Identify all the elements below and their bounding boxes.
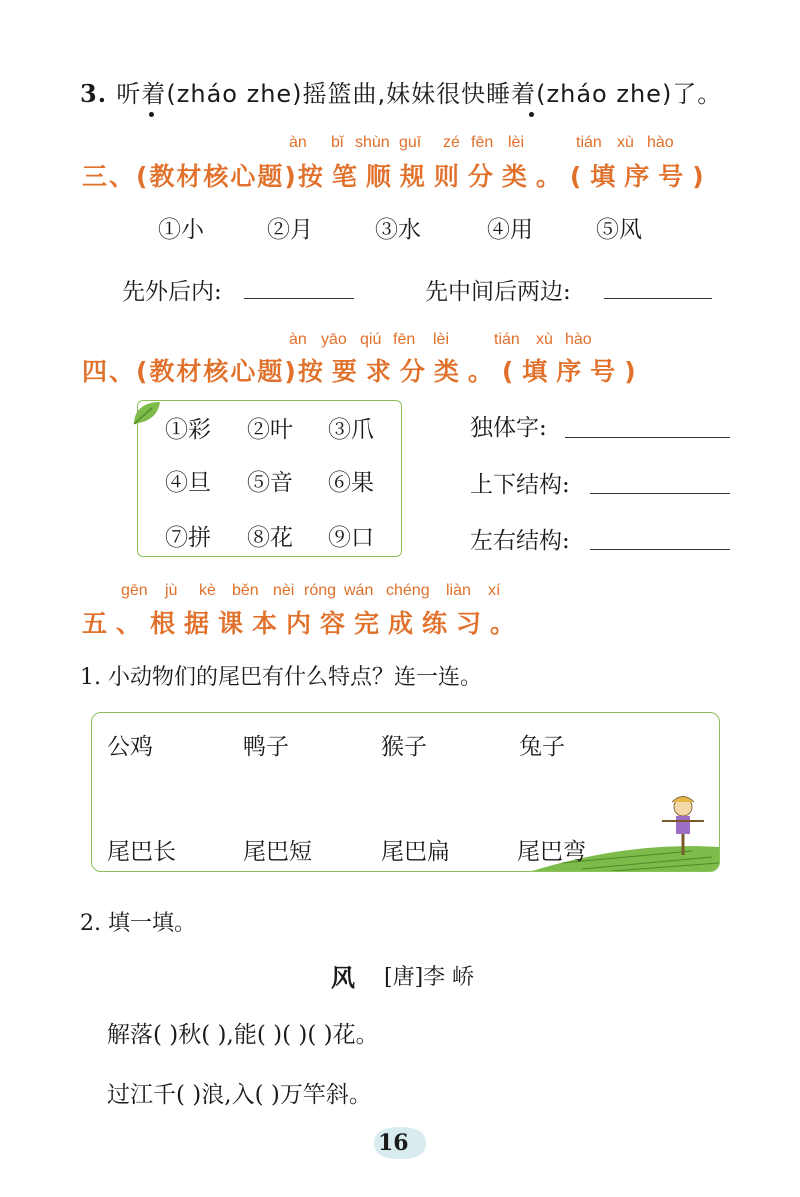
pinyin-syllable: hào [565,331,592,348]
pinyin-syllable: tián [576,134,602,151]
answer-blank[interactable] [244,298,354,299]
stroke-order-item: ①小 [158,217,204,243]
pinyin-syllable: qiú [360,331,382,348]
section-4-title-text: 按要求分类。(填序号) [297,357,645,386]
pinyin-syllable: fēn [471,134,494,151]
pinyin-syllable: wán [344,582,374,599]
structure-label: 左右结构: [470,528,570,554]
pinyin-syllable: àn [289,134,307,151]
emphasis-dot [529,112,534,117]
question-1: 1. 小动物们的尾巴有什么特点？连一连。 [80,665,482,690]
answer-blank[interactable] [590,549,730,550]
pinyin-syllable: lèi [508,134,525,151]
poem-line-2: 过江千( )浪,入( )万竿斜。 [107,1082,372,1108]
leaf-icon [128,398,164,428]
character-item: ④旦 [165,470,211,496]
pinyin-syllable: nèi [273,582,295,599]
poem-author: [唐]李 峤 [384,965,475,990]
answer-blank[interactable] [565,437,730,438]
pinyin-syllable: xù [536,331,553,348]
section-4-prefix: 四、(教材核心题) [82,357,298,386]
pinyin-syllable: chéng [386,582,430,599]
character-item: ⑤音 [247,470,293,496]
pinyin-syllable: lèi [433,331,450,348]
tail-feature: 尾巴短 [243,839,312,865]
character-item: ①彩 [165,417,211,443]
section-3-title [82,157,713,193]
question-2: 2. 填一填。 [80,911,196,936]
pinyin-syllable: bǐ [331,134,344,151]
tail-feature: 尾巴长 [107,839,176,865]
section-3-prefix: 三、(教材核心题) [82,162,298,191]
label-outer-inner: 先外后内: [122,279,222,305]
pinyin-syllable: zé [443,134,460,151]
poem-line-1: 解落( )秋( ),能( )( )( )花。 [107,1022,379,1048]
emphasis-dot [149,112,154,117]
label-middle-sides: 先中间后两边: [425,279,571,305]
animal-name: 鸭子 [243,734,289,760]
pinyin-syllable: guī [399,134,422,151]
answer-blank[interactable] [590,493,730,494]
pinyin-syllable: yāo [321,331,347,348]
stroke-order-item: ③水 [375,217,421,243]
pinyin-syllable: hào [647,134,674,151]
poem-title: 风 [331,963,355,992]
character-item: ③爪 [328,417,374,443]
animal-name: 猴子 [381,734,427,760]
pinyin-syllable: tián [494,331,520,348]
pinyin-syllable: xí [488,582,501,599]
question-3 [80,74,722,109]
pinyin-syllable: gēn [121,582,148,599]
question-3-number: 3. [80,79,117,108]
pinyin-syllable: liàn [446,582,471,599]
pinyin-syllable: běn [232,582,259,599]
character-item: ⑦拼 [165,525,211,551]
character-item: ⑥果 [328,470,374,496]
question-3-text: 听着(zháo zhe)摇篮曲,妹妹很快睡着(zháo zhe)了。 [116,80,723,108]
character-item: ⑨口 [328,525,374,551]
page-number: 16 [378,1130,409,1156]
character-item: ⑧花 [247,525,293,551]
stroke-order-item: ⑤风 [596,217,642,243]
structure-label: 上下结构: [470,472,570,498]
pinyin-syllable: àn [289,331,307,348]
section-3-title-text: 按笔顺规则分类。(填序号) [297,162,713,191]
animal-name: 兔子 [519,734,565,760]
answer-blank[interactable] [604,298,712,299]
animal-name: 公鸡 [107,734,153,760]
stroke-order-item: ②月 [267,217,313,243]
pinyin-syllable: fēn [393,331,416,348]
character-item: ②叶 [247,417,293,443]
pinyin-syllable: jù [165,582,178,599]
pinyin-syllable: xù [617,134,634,151]
tail-feature: 尾巴弯 [517,839,586,865]
scarecrow-icon [658,793,708,855]
stroke-order-item: ④用 [487,217,533,243]
section-4-title [82,352,645,388]
pinyin-syllable: shùn [355,134,390,151]
tail-feature: 尾巴扁 [381,839,450,865]
pinyin-syllable: kè [199,582,216,599]
structure-label: 独体字: [470,415,547,441]
section-5-title: 五、根据课本内容完成练习。 [82,609,525,638]
pinyin-syllable: róng [304,582,337,599]
